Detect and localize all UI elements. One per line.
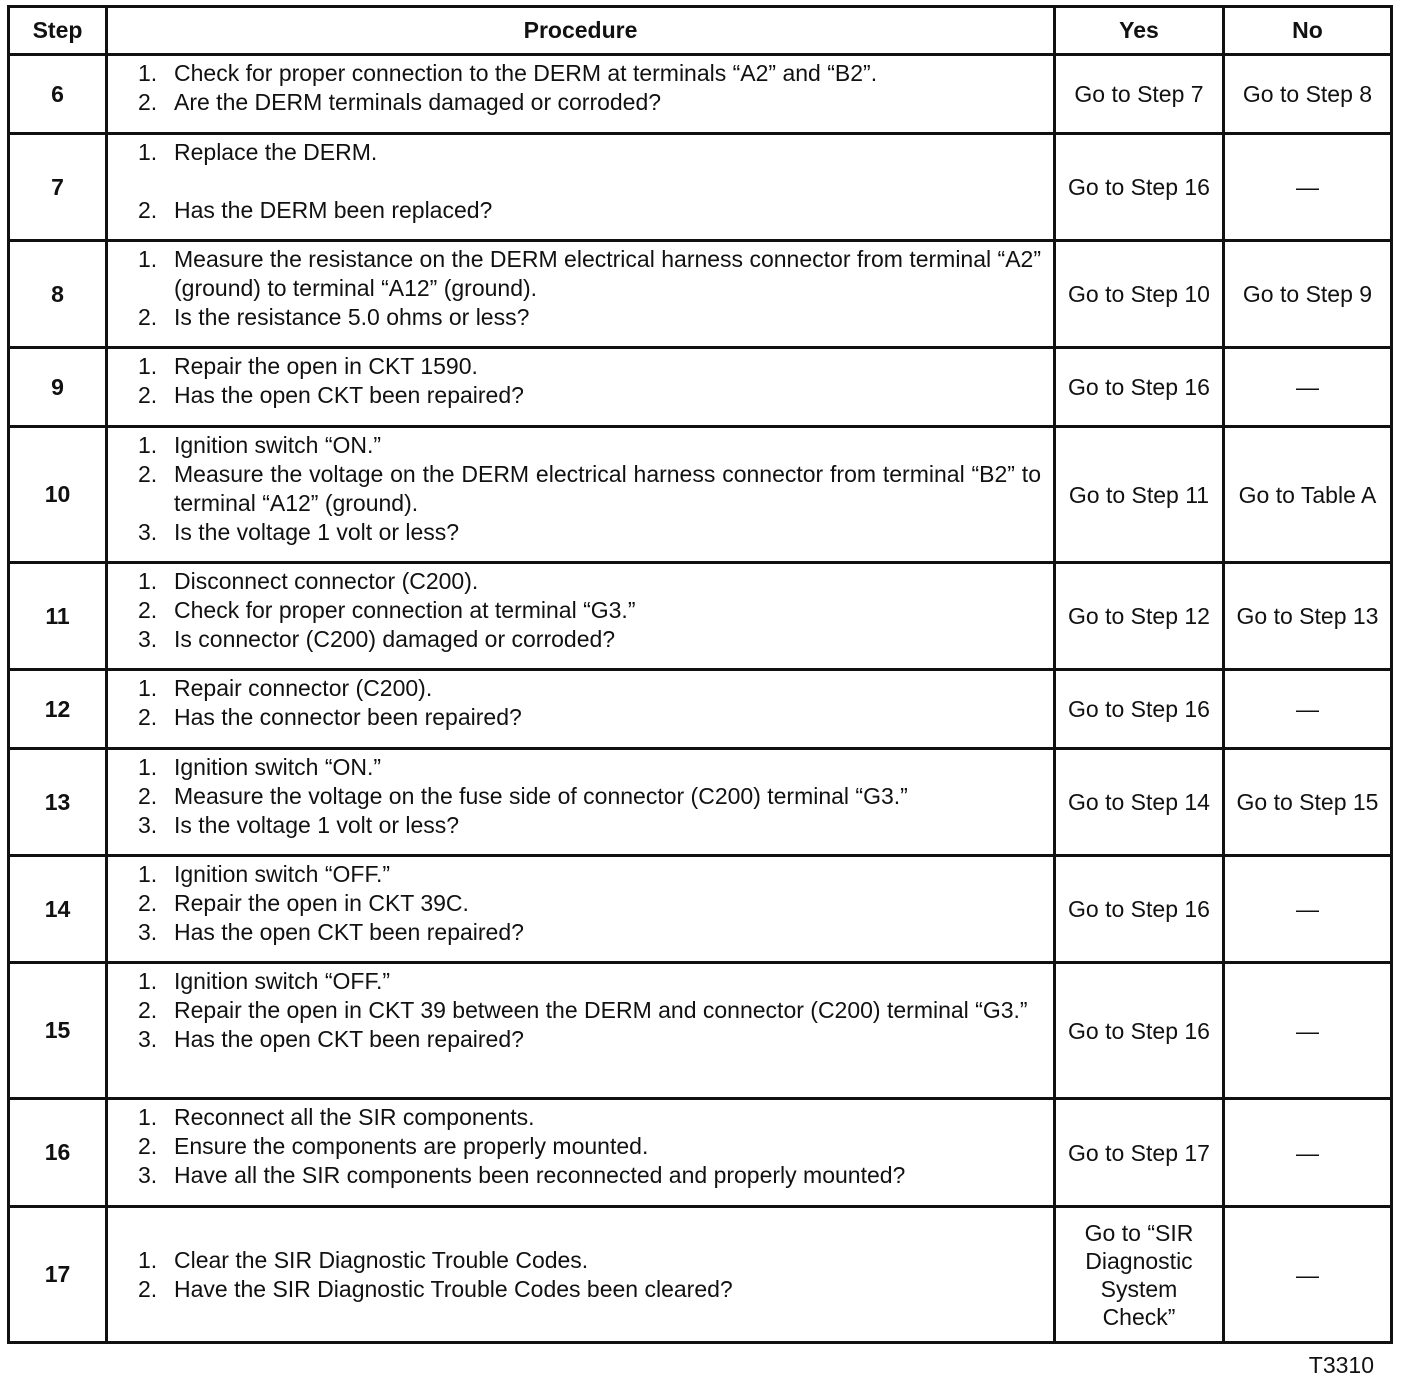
procedure-item — [138, 967, 1041, 996]
no-action: — — [1224, 670, 1392, 749]
item-text: Is the voltage 1 volt or less? — [174, 519, 460, 545]
item-number: 1. — [138, 568, 158, 594]
yes-action: Go to Step 14 — [1055, 749, 1224, 856]
item-number: 2. — [138, 304, 158, 330]
procedure-item — [138, 245, 1041, 303]
procedure-cell — [107, 749, 1055, 856]
no-action: — — [1224, 134, 1392, 241]
step-number: 11 — [9, 563, 107, 670]
item-text: Ensure the components are properly mounted. — [174, 1133, 649, 1159]
procedure-list — [138, 860, 1041, 947]
procedure-cell — [107, 670, 1055, 749]
yes-action: Go to Step 17 — [1055, 1099, 1224, 1207]
step-number: 14 — [9, 856, 107, 963]
header-no: No — [1224, 7, 1392, 55]
header-yes: Yes — [1055, 7, 1224, 55]
procedure-cell — [107, 1207, 1055, 1343]
procedure-item — [138, 138, 1041, 167]
table-row — [9, 963, 1392, 1099]
yes-action: Go to Step 16 — [1055, 348, 1224, 427]
item-number: 3. — [138, 919, 158, 945]
procedure-item — [138, 352, 1041, 381]
no-action: Go to Step 8 — [1224, 55, 1392, 134]
table-row — [9, 241, 1392, 348]
step-number: 12 — [9, 670, 107, 749]
diagnostic-table — [7, 5, 1393, 1344]
table-row — [9, 563, 1392, 670]
procedure-item — [138, 59, 1041, 88]
item-number: 1. — [138, 1104, 158, 1130]
procedure-item — [138, 782, 1041, 811]
table-row — [9, 670, 1392, 749]
procedure-cell — [107, 963, 1055, 1099]
item-number: 1. — [138, 968, 158, 994]
item-text: Measure the voltage on the DERM electrical harness connector from terminal “B2” to terminal “A12” (ground). — [174, 461, 1041, 516]
item-number: 2. — [138, 704, 158, 730]
no-action: — — [1224, 1099, 1392, 1207]
item-number: 1. — [138, 432, 158, 458]
procedure-item — [138, 303, 1041, 332]
procedure-list — [138, 674, 1041, 732]
item-text: Ignition switch “OFF.” — [174, 861, 390, 887]
procedure-cell — [107, 134, 1055, 241]
item-text: Measure the resistance on the DERM electrical harness connector from terminal “A2” (ground) to terminal “A12” (ground). — [174, 246, 1041, 301]
table-body — [9, 55, 1392, 1343]
table-row — [9, 55, 1392, 134]
procedure-item — [138, 381, 1041, 410]
procedure-cell — [107, 856, 1055, 963]
item-number: 2. — [138, 382, 158, 408]
item-text: Repair the open in CKT 39 between the DERM and connector (C200) terminal “G3.” — [174, 997, 1028, 1023]
item-number: 3. — [138, 626, 158, 652]
procedure-cell — [107, 348, 1055, 427]
item-text: Have the SIR Diagnostic Trouble Codes been cleared? — [174, 1275, 733, 1302]
item-number: 2. — [138, 597, 158, 623]
procedure-item — [138, 996, 1041, 1025]
item-number: 1. — [138, 246, 158, 272]
procedure-cell — [107, 55, 1055, 134]
table-row — [9, 348, 1392, 427]
no-action: Go to Step 13 — [1224, 563, 1392, 670]
procedure-item — [138, 518, 1041, 547]
procedure-item — [138, 703, 1041, 732]
item-number: 3. — [138, 519, 158, 545]
procedure-cell — [107, 427, 1055, 563]
step-number: 7 — [9, 134, 107, 241]
procedure-item — [138, 1275, 1041, 1304]
step-number: 13 — [9, 749, 107, 856]
item-number: 2. — [138, 461, 158, 487]
item-number: 1. — [138, 60, 158, 86]
item-text: Replace the DERM. — [174, 139, 378, 165]
procedure-list — [138, 567, 1041, 654]
item-text: Ignition switch “ON.” — [174, 432, 382, 458]
step-number: 15 — [9, 963, 107, 1099]
procedure-item — [138, 811, 1041, 840]
procedure-list — [138, 1246, 1041, 1304]
item-text: Ignition switch “ON.” — [174, 754, 382, 780]
no-action: — — [1224, 963, 1392, 1099]
item-text: Has the DERM been replaced? — [174, 197, 493, 223]
yes-action: Go to Step 10 — [1055, 241, 1224, 348]
item-number: 3. — [138, 1026, 158, 1052]
table-row — [9, 856, 1392, 963]
item-number: 2. — [138, 1275, 158, 1302]
item-text: Has the connector been repaired? — [174, 704, 522, 730]
table-row — [9, 427, 1392, 563]
procedure-item — [138, 753, 1041, 782]
item-number: 2. — [138, 1133, 158, 1159]
item-number: 3. — [138, 812, 158, 838]
procedure-item — [138, 1025, 1041, 1054]
procedure-list — [138, 59, 1041, 117]
item-number: 2. — [138, 890, 158, 916]
step-number: 17 — [9, 1207, 107, 1343]
header-row — [9, 7, 1392, 55]
item-number: 1. — [138, 1246, 158, 1273]
item-number: 1. — [138, 139, 158, 165]
yes-action: Go to “SIR Diagnostic System Check” — [1055, 1207, 1224, 1343]
procedure-item — [138, 460, 1041, 518]
procedure-item — [138, 918, 1041, 947]
step-number: 6 — [9, 55, 107, 134]
item-text: Is connector (C200) damaged or corroded? — [174, 626, 616, 652]
item-number: 1. — [138, 353, 158, 379]
procedure-list — [138, 1103, 1041, 1190]
item-text: Are the DERM terminals damaged or corroded? — [174, 89, 662, 115]
no-action: Go to Table A — [1224, 427, 1392, 563]
procedure-item — [138, 860, 1041, 889]
procedure-item — [138, 596, 1041, 625]
procedure-item — [138, 1103, 1041, 1132]
item-text: Repair the open in CKT 1590. — [174, 353, 478, 379]
procedure-list — [138, 967, 1041, 1054]
procedure-list — [138, 352, 1041, 410]
item-number: 2. — [138, 197, 158, 223]
procedure-cell — [107, 1099, 1055, 1207]
procedure-item — [138, 431, 1041, 460]
item-text: Have all the SIR components been reconnected and properly mounted? — [174, 1162, 906, 1188]
item-number: 1. — [138, 675, 158, 701]
item-number: 2. — [138, 997, 158, 1023]
table-row — [9, 1207, 1392, 1343]
yes-action: Go to Step 16 — [1055, 963, 1224, 1099]
item-text: Repair the open in CKT 39C. — [174, 890, 469, 916]
procedure-list — [138, 431, 1041, 547]
item-text: Check for proper connection to the DERM at terminals “A2” and “B2”. — [174, 60, 878, 86]
procedure-list — [138, 753, 1041, 840]
procedure-item — [138, 889, 1041, 918]
item-number: 3. — [138, 1162, 158, 1188]
procedure-item — [138, 1132, 1041, 1161]
step-number: 8 — [9, 241, 107, 348]
step-number: 16 — [9, 1099, 107, 1207]
item-text: Is the resistance 5.0 ohms or less? — [174, 304, 530, 330]
item-text: Is the voltage 1 volt or less? — [174, 812, 460, 838]
item-number: 2. — [138, 89, 158, 115]
procedure-item — [138, 567, 1041, 596]
item-number: 1. — [138, 754, 158, 780]
no-action: — — [1224, 1207, 1392, 1343]
item-text: Clear the SIR Diagnostic Trouble Codes. — [174, 1246, 589, 1273]
procedure-item — [138, 625, 1041, 654]
yes-action: Go to Step 16 — [1055, 856, 1224, 963]
procedure-item — [138, 674, 1041, 703]
header-step: Step — [9, 7, 107, 55]
procedure-item — [138, 88, 1041, 117]
item-number: 2. — [138, 783, 158, 809]
item-text: Check for proper connection at terminal “G3.” — [174, 597, 636, 623]
step-number: 9 — [9, 348, 107, 427]
no-action: — — [1224, 856, 1392, 963]
procedure-cell — [107, 563, 1055, 670]
procedure-item — [138, 1246, 1041, 1275]
procedure-list — [138, 245, 1041, 332]
figure-code: T3310 — [1308, 1352, 1374, 1378]
yes-action: Go to Step 16 — [1055, 670, 1224, 749]
table-row — [9, 749, 1392, 856]
procedure-list — [138, 138, 1041, 225]
yes-action: Go to Step 16 — [1055, 134, 1224, 241]
header-procedure: Procedure — [107, 7, 1055, 55]
table-row — [9, 134, 1392, 241]
item-text: Reconnect all the SIR components. — [174, 1104, 535, 1130]
item-text: Ignition switch “OFF.” — [174, 968, 390, 994]
no-action: Go to Step 9 — [1224, 241, 1392, 348]
item-text: Has the open CKT been repaired? — [174, 919, 524, 945]
procedure-item — [138, 196, 1041, 225]
item-text: Disconnect connector (C200). — [174, 568, 479, 594]
item-number: 1. — [138, 861, 158, 887]
item-text: Repair connector (C200). — [174, 675, 433, 701]
no-action: — — [1224, 348, 1392, 427]
procedure-cell — [107, 241, 1055, 348]
procedure-item — [138, 1161, 1041, 1190]
no-action: Go to Step 15 — [1224, 749, 1392, 856]
step-number: 10 — [9, 427, 107, 563]
item-text: Measure the voltage on the fuse side of connector (C200) terminal “G3.” — [174, 783, 908, 809]
yes-action: Go to Step 7 — [1055, 55, 1224, 134]
table-row — [9, 1099, 1392, 1207]
item-text: Has the open CKT been repaired? — [174, 382, 524, 408]
yes-action: Go to Step 12 — [1055, 563, 1224, 670]
yes-action: Go to Step 11 — [1055, 427, 1224, 563]
item-text: Has the open CKT been repaired? — [174, 1026, 524, 1052]
